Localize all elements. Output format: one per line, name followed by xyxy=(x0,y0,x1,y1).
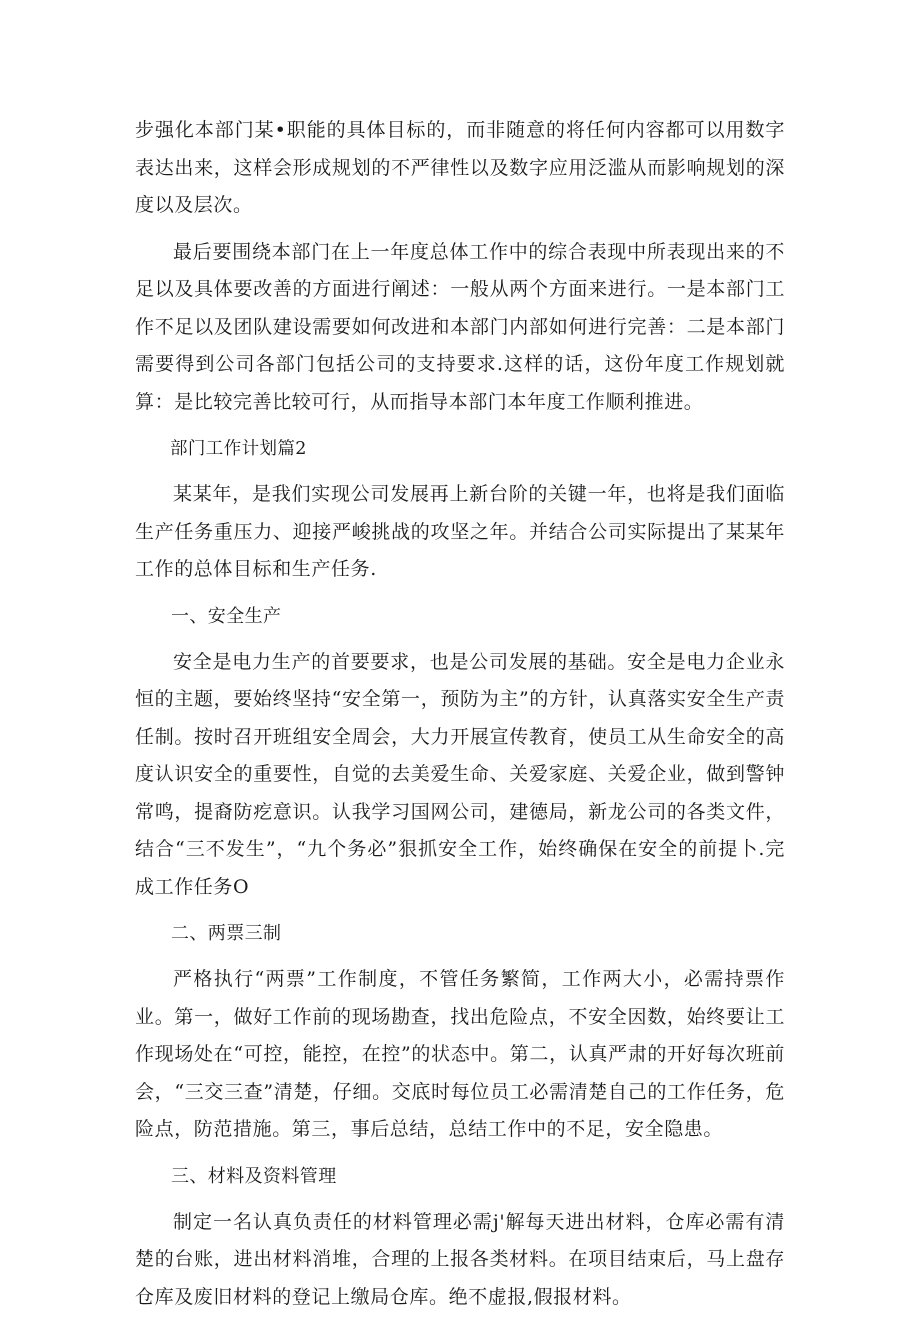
paragraph-two-tickets: 严格执行“两票”工作制度，不管任务繁简，工作两大小，必需持票作业。第一，做好工作前的现场勘查，找出危险点，不安全因数，始终要让工作现场处在“可控，能控，在控”的状态中。第二，认真严肃的开好每次班前会，“三交三查”清楚，仔细。交底时每位员工必需清楚自己的工作任务，危险点，防范措施。第三，事后总结，总结工作中的不足，安全隐患。 xyxy=(135,968,785,1140)
paragraph-improvement: 最后要围绕本部门在上一年度总体工作中的综合表现中所表现出来的不足以及具体要改善的方面进行阐述：一般从两个方面来进行。一是本部门工作不足以及团队建设需要如何改进和本部门内部如何进行完善：二是本部门需要得到公司各部门包括公司的支持要求.这样的话，这份年度工作规划就算：是比较完善比较可行，从而指导本部门本年度工作顺利推进。 xyxy=(135,240,785,413)
paragraph-materials: 制定一名认真负责任的材料管理必需j'解每天进出材料，仓库必需有清楚的台账，进出材料消堆，合理的上报各类材料。在项目结束后，马上盘存仓库及废旧材料的登记上缴局仓库。绝不虚报,假报材料。 xyxy=(135,1210,785,1308)
heading-safety: 一、安全生产 xyxy=(171,605,282,627)
heading-materials: 三、材料及资料管理 xyxy=(171,1165,337,1187)
heading-two-tickets: 二、两票三制 xyxy=(171,923,282,944)
document-body xyxy=(135,112,785,1325)
paragraph-safety: 安全是电力生产的首要要求，也是公司发展的基础。安全是电力企业永恒的主题，要始终坚持“安全第一，预防为主”的方针，认真落实安全生产责任制。按时召开班组安全周会，大力开展宣传教育，使员工从生命安全的高度认识安全的重要性，自觉的去美爱生命、关爱家庭、关爱企业，做到警钟常鸣，提裔防疙意识。认我学习国网公司，建德局，新龙公司的各类文件，结合“三不发生”，“九个务必”狠抓安全工作，始终确保在安全的前提卜.完成工作任务O xyxy=(135,650,785,898)
paragraph-continuation: 步强化本部门某•职能的具体目标的，而非随意的将任何内容都可以用数字表达出来，这样会形成规划的不严律性以及数字应用泛滥从而影响规划的深度以及层次。 xyxy=(135,119,785,216)
paragraph-intro: 某某年，是我们实现公司发展再上新台阶的关键一年，也将是我们面临生产任务重压力、迎接严峻挑战的攻坚之年。并结合公司实际提出了某某年工作的总体目标和生产任务. xyxy=(135,483,785,580)
section-title: 部门工作计划篇2 xyxy=(170,439,307,459)
